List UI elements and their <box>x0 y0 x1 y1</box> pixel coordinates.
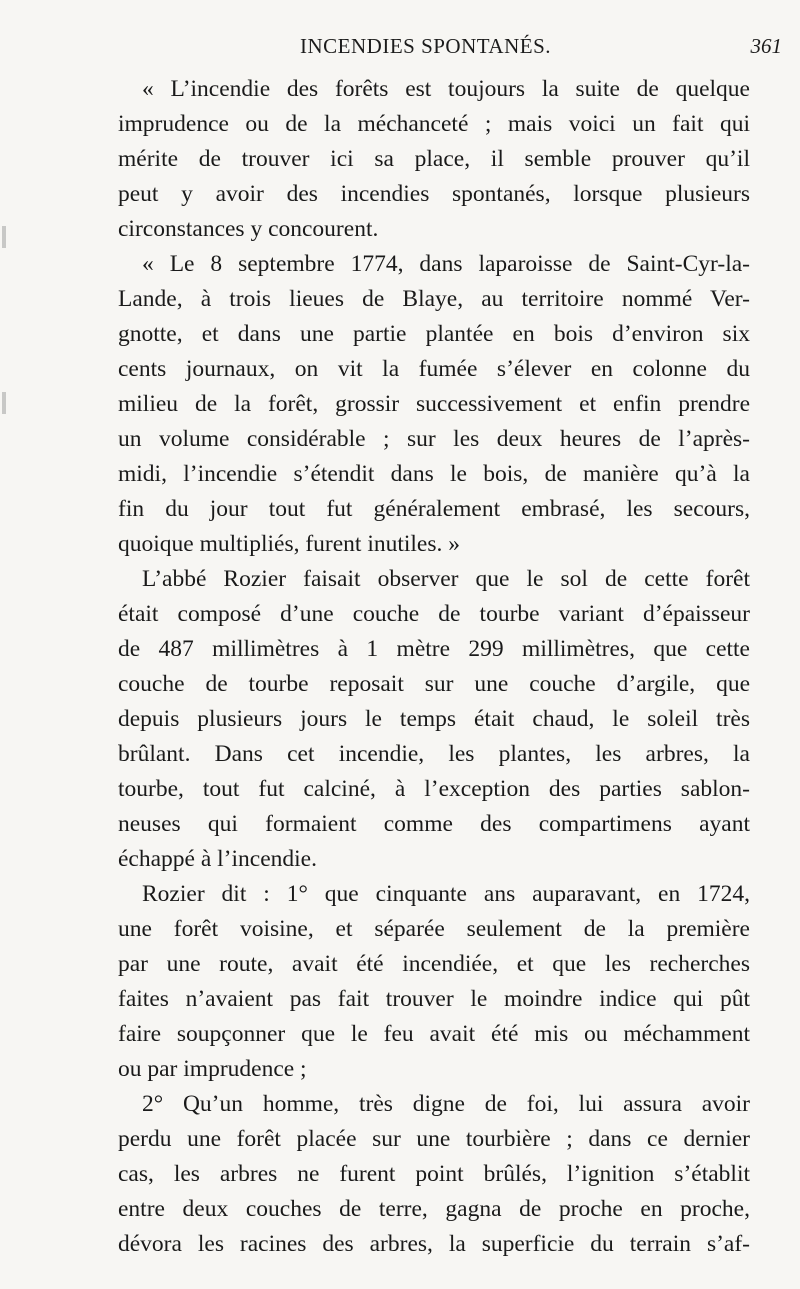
text-line: échappé à l’incendie. <box>118 846 317 872</box>
text-line: faites n’avaient pas fait trouver le moindre indice qui pût <box>118 986 750 1012</box>
text-line: perdu une forêt placée sur une tourbière ; dans ce dernier <box>118 1126 750 1152</box>
text-line: cas, les arbres ne furent point brûlés, l’ignition s’établit <box>118 1161 750 1187</box>
text-line: depuis plusieurs jours le temps était chaud, le soleil très <box>118 706 750 732</box>
text-line: peut y avoir des incendies spontanés, lorsque plusieurs <box>118 181 750 207</box>
page-edge-mark <box>2 226 6 248</box>
text-line: entre deux couches de terre, gagna de proche en proche, <box>118 1196 750 1222</box>
text-line: gnotte, et dans une partie plantée en bois d’environ six <box>118 321 750 347</box>
text-line: 2° Qu’un homme, très digne de foi, lui assura avoir <box>142 1091 750 1117</box>
text-line: cents journaux, on vit la fumée s’élever en colonne du <box>118 356 750 382</box>
text-line: midi, l’incendie s’étendit dans le bois, de manière qu’à la <box>118 461 750 487</box>
text-line: fin du jour tout fut généralement embrasé, les secours, <box>118 496 750 522</box>
text-line: quoique multipliés, furent inutiles. » <box>118 531 461 557</box>
page-edge-mark <box>2 392 6 414</box>
text-line: brûlant. Dans cet incendie, les plantes, les arbres, la <box>118 741 750 767</box>
text-line: une forêt voisine, et séparée seulement de la première <box>118 916 750 942</box>
text-line: couche de tourbe reposait sur une couche d’argile, que <box>118 671 750 697</box>
running-title: INCENDIES SPONTANÉS. <box>300 34 551 58</box>
page-header <box>0 34 800 64</box>
text-line: par une route, avait été incendiée, et que les recherches <box>118 951 750 977</box>
text-line: mérite de trouver ici sa place, il semble prouver qu’il <box>118 146 750 172</box>
text-line: imprudence ou de la méchanceté ; mais voici un fait qui <box>118 111 750 137</box>
text-line: un volume considérable ; sur les deux heures de l’après- <box>118 426 750 452</box>
text-line: tourbe, tout fut calciné, à l’exception des parties sablon- <box>118 776 750 802</box>
text-line: « L’incendie des forêts est toujours la suite de quelque <box>142 76 750 102</box>
page-number: 361 <box>750 34 782 58</box>
text-line: Rozier dit : 1° que cinquante ans auparavant, en 1724, <box>142 881 750 907</box>
text-line: L’abbé Rozier faisait observer que le sol de cette forêt <box>142 566 750 592</box>
text-line: neuses qui formaient comme des compartimens ayant <box>118 811 750 837</box>
text-line: faire soupçonner que le feu avait été mis ou méchamment <box>118 1021 750 1047</box>
body-text <box>118 72 750 1262</box>
text-line: ou par imprudence ; <box>118 1056 307 1082</box>
text-line: était composé d’une couche de tourbe variant d’épaisseur <box>118 601 750 627</box>
text-line: de 487 millimètres à 1 mètre 299 millimètres, que cette <box>118 636 750 662</box>
text-line: « Le 8 septembre 1774, dans laparoisse de Saint-Cyr-la- <box>142 251 750 277</box>
text-line: dévora les racines des arbres, la superficie du terrain s’af- <box>118 1231 750 1257</box>
text-line: milieu de la forêt, grossir successivement et enfin prendre <box>118 391 750 417</box>
text-line: Lande, à trois lieues de Blaye, au territoire nommé Ver- <box>118 286 750 312</box>
text-line: circonstances y concourent. <box>118 216 379 242</box>
